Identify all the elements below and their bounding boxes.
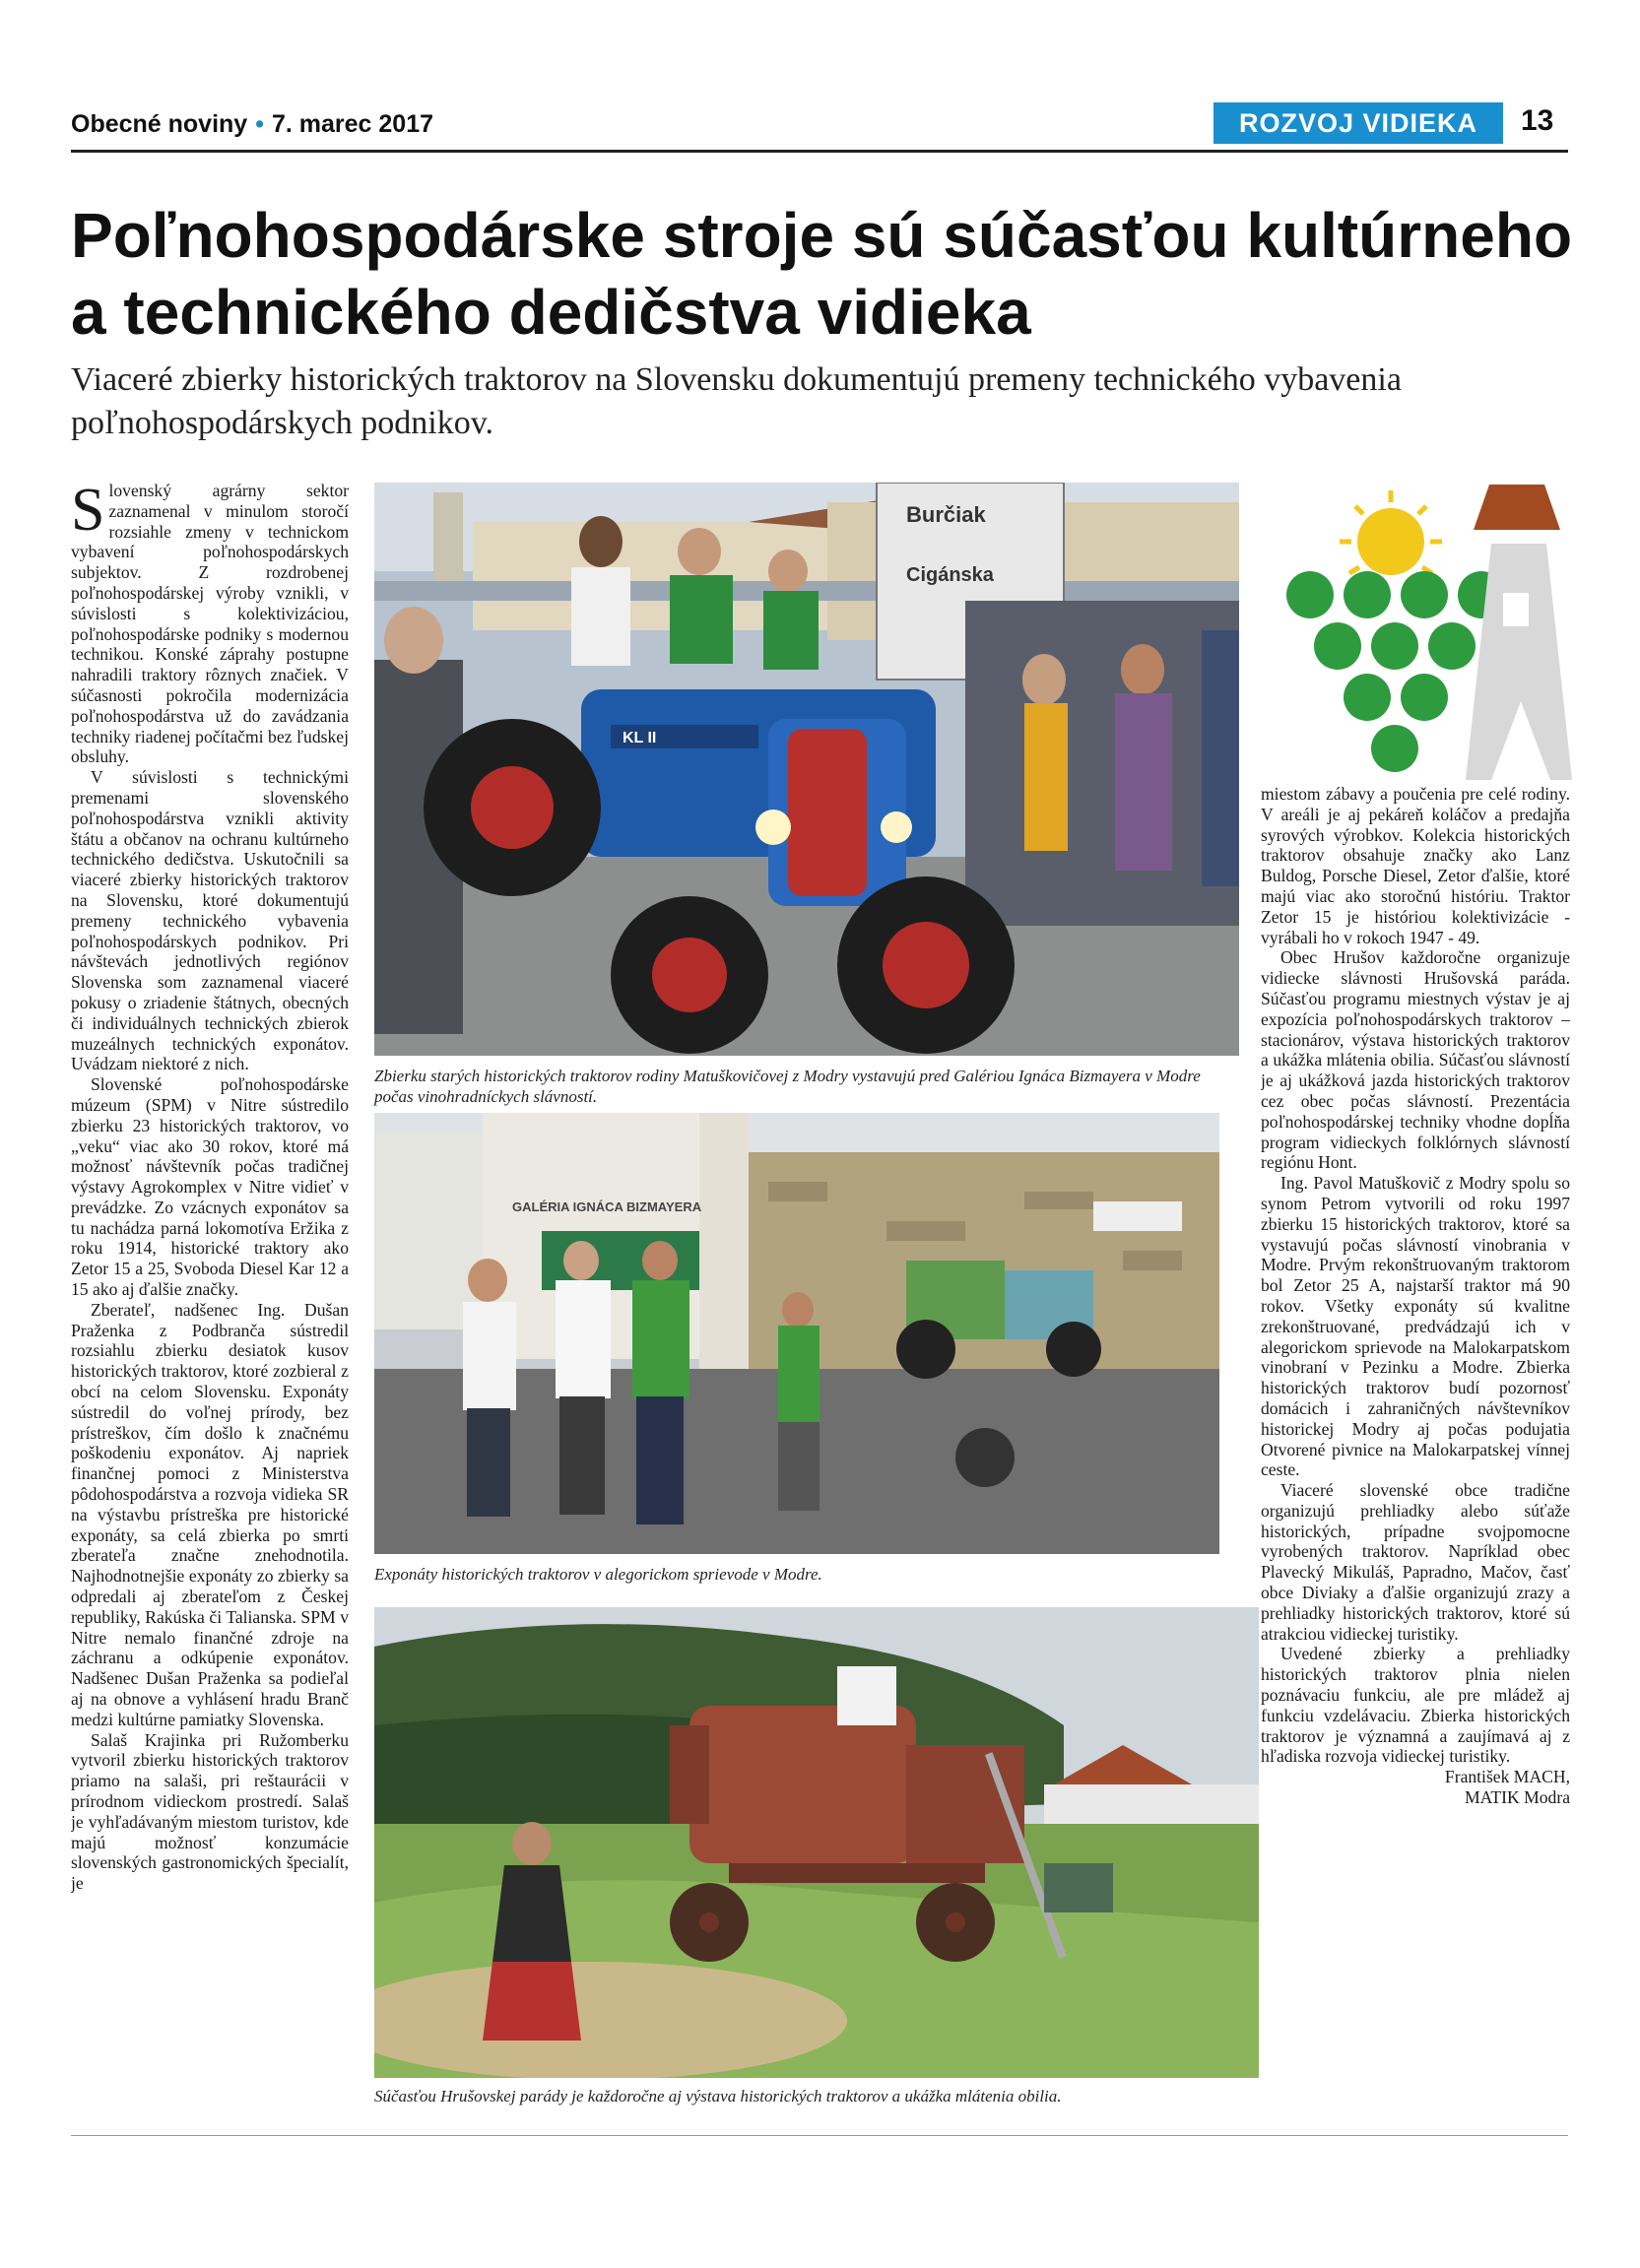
article-paragraph: Ing. Pavol Matuškovič z Modry spolu so synom Petrom vytvorili od roku 1997 zbierku 15 historických traktorov, ktoré sa vystavujú počas slávností vinobrania v Modre. Prvým rekonštruovaným traktorom bol Zetor 25 A, najstarší traktor má 90 rokov. Všetky exponáty sú kvalitne zrekonštruované, predvádzajú ich v alegorickom sprievode na Malokarpatskom vinobraní v Pezinku a Modre. Zbierka historických traktorov budí pozornosť domácich i zahraničných návštevníkov historickej Modry aj počas podujatia Otvorené pivnice na Malokarpatskej vínnej ceste. [1261, 1173, 1570, 1480]
article-paragraph: V súvislosti s technickými premenami slovenského poľnohospodárstva vznikli aktivity štátu a občanov na ochranu kultúrneho technického dedičstva. Uskutočnili sa viaceré zbierky historických traktorov na Slovensku, ktoré dokumentujú premeny technického vybavenia poľnohospodárskych podnikov. Pri návštevách jednotlivých regiónov Slovenska som zaznamenal viaceré pokusy o zriadenie štátnych, obecných či individuálnych technických zbierok muzeálnych technických exponátov. Uvádzam niektoré z nich. [71, 767, 349, 1074]
article-headline: Poľnohospodárske stroje sú súčasťou kultúrneho a technického dedičstva vidieka [71, 200, 1573, 348]
article-paragraph: Slovenský agrárny sektor zaznamenal v minulom storočí rozsiahle zmeny v technickom vybavení poľnohospodárskych subjektov. Z rozdrobenej poľnohospodárskej výroby vznikli, v súvislosti s kolektivizáciou, poľnohospodárske podniky s modernou technikou. Konské záprahy postupne nahradili traktory rôznych značiek. V súčasnosti pokročila modernizácia poľnohospodárstva už do zavádzania techniky riadenej počítačmi bez ľudskej obsluhy. [71, 481, 349, 767]
header-rule [71, 150, 1568, 153]
photo-gallery-street [374, 1113, 1219, 1554]
gallery-sign-text: GALÉRIA IGNÁCA BIZMAYERA [512, 1199, 702, 1214]
article-column-3 [1261, 784, 1570, 2123]
tower-icon [1466, 485, 1572, 780]
page-number: 13 [1521, 104, 1554, 137]
article-paragraph: Viaceré slovenské obce tradične organizujú prehliadky alebo súťaže historických, prípadne svojpomocne vyrobených traktorov. Napríklad obec Plavecký Mikuláš, Papradno, Mačov, časť obce Diviaky a ďalšie organizujú zrazy a prehliadky historických traktorov, ktoré sú atrakciou vidieckej turistiky. [1261, 1480, 1570, 1644]
article-paragraph: Uvedené zbierky a prehliadky historických traktorov plnia nielen poznávaciu funkciu, ale pre mládež aj funkciu vzdelávaciu. Zbierka historických traktorov je významná a zaujímavá aj z hľadiska rozvoja vidieckej turistiky. [1261, 1644, 1570, 1767]
article-paragraph: Slovenské poľnohospodárske múzeum (SPM) v Nitre sústredilo zbierku 23 historických traktorov, vo „veku“ viac ako 30 rokov, ktoré má možnosť návštevník počas tradičnej výstavy Agrokomplex v Nitre vidieť v prevádzke. Zo vzácnych exponátov sa tu nachádza parná lokomotíva Eržika z roku 1914, historické traktory ako Zetor 15 a 25, Svoboda Diesel Kar 12 a 15 ako aj ďalšie značky. [71, 1074, 349, 1300]
separator-dot: • [255, 110, 264, 138]
author-name: František MACH, [1444, 1767, 1570, 1787]
photo-caption: Exponáty historických traktorov v alegorickom sprievode v Modre. [374, 1565, 822, 1584]
author-organization: MATIK Modra [1464, 1787, 1570, 1808]
section-badge: ROZVOJ VIDIEKA [1214, 102, 1503, 144]
issue-date: 7. marec 2017 [271, 110, 434, 138]
article-paragraph: Obec Hrušov každoročne organizuje vidiecke slávnosti Hrušovská paráda. Súčasťou programu miestnych výstav je aj expozícia poľnohospodárskych traktorov – stacionárov, výstava historických traktorov a ukážka mlátenia obilia. Súčasťou slávností je aj ukážková jazda historických traktorov cez obec počas slávností. Prezentácia poľnohospodárskej techniky vhodne dopĺňa program vidieckych folklórnych slávností regiónu Hont. [1261, 947, 1570, 1173]
article-subheadline: Viaceré zbierky historických traktorov na Slovensku dokumentujú premeny technického vybavenia poľnohospodárskych podnikov. [71, 361, 1402, 441]
tractor-plate-text: KL II [623, 730, 657, 746]
photo-sign-text: Cigánska [906, 564, 994, 586]
article-paragraph: Zberateľ, nadšenec Ing. Dušan Praženka z Podbranča sústredil rozsiahlu zbierku desiatok kusov historických traktorov, ktoré zozbieral z obcí na celom Slovensku. Exponáty sústredil do voľnej prírody, bez prístreškov, čím došlo k značnému poškodeniu exponátov. Aj napriek finančnej pomoci z Ministerstva pôdohospodárstva a rozvoja vidieka SR na výstavbu prístreška pre historické exponáty, sa celá zbierka po smrti zberateľa značne znehodnotila. Najhodnotnejšie exponáty zo zbierky sa odpredali aj zberateľom z Českej republiky, Rakúska či Talianska. SPM v Nitre nemalo finančné zdroje na záchranu a odkúpenie exponátov. Nadšenec Dušan Praženka sa podieľal aj na obnove a vyhlásení hradu Branč medzi kultúrne pamiatky Slovenska. [71, 1299, 349, 1729]
article-paragraph: Salaš Krajinka pri Ružomberku vytvoril zbierku historických traktorov priamo na salaši, pri reštaurácii v prírodnom vidieckom prostredí. Salaš je vyhľadávaným miestom turistov, kde majú možnosť konzumácie slovenských gastronomických špecialít, je [71, 1729, 349, 1894]
drop-cap: S [71, 481, 105, 544]
bottom-rule [71, 2135, 1568, 2136]
masthead [71, 110, 433, 139]
photo-caption: Súčasťou Hrušovskej parády je každoročne aj výstava historických traktorov a ukážka mlátenia obilia. [374, 2087, 1062, 2106]
publication-name: Obecné noviny [71, 110, 248, 138]
photo-tractor-parade [374, 483, 1239, 1056]
article-paragraph: miestom zábavy a poučenia pre celé rodiny. V areáli je aj pekáreň koláčov a predajňa syrových výrobkov. Kolekcia historických traktorov obsahuje značky ako Lanz Buldog, Porsche Diesel, Zetor ďalšie, ktoré majú viac ako storočnú históriu. Traktor Zetor 15 je históriou kolektivizácie - vyrábali ho v rokoch 1947 - 49. [1261, 784, 1570, 947]
photo-threshing-machine [374, 1607, 1259, 2078]
photo-caption: Zbierku starých historických traktorov rodiny Matuškovičovej z Modry vystavujú pred Galériou Ignáca Bizmayera v Modre počas vinohradníckych slávností. [374, 1067, 1201, 1106]
matik-logo [1280, 485, 1576, 790]
sun-icon [1340, 490, 1442, 575]
article-column-1 [71, 481, 349, 2115]
photo-sign-text: Burčiak [906, 502, 986, 527]
